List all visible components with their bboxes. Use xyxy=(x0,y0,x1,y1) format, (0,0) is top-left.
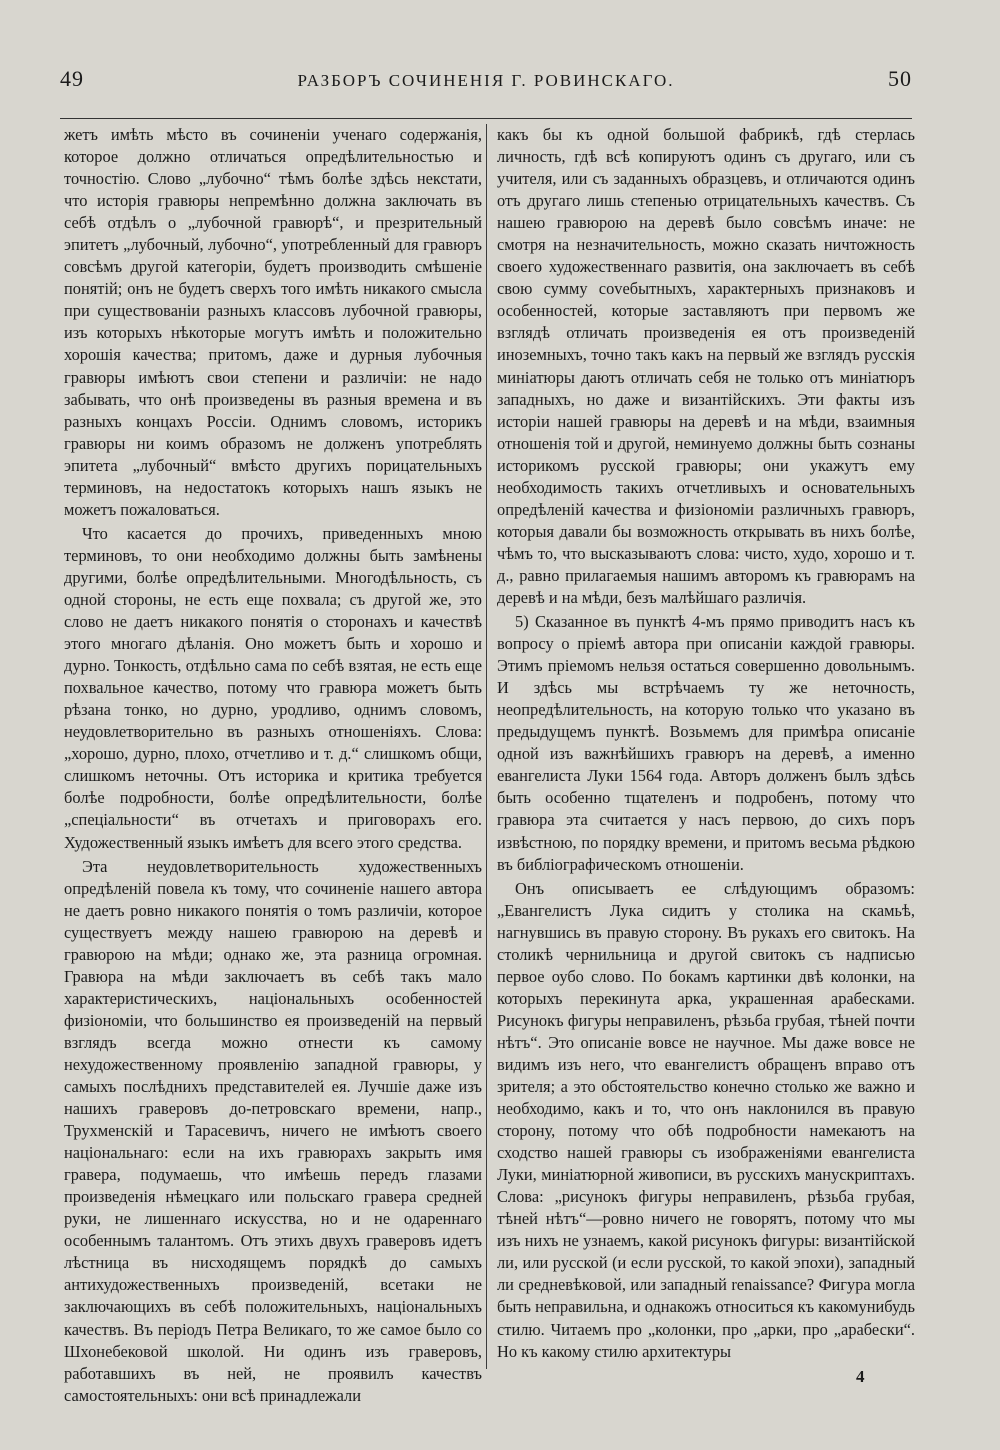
left-paragraph-1: жетъ имѣть мѣсто въ сочиненіи ученаго содержанія, которое должно отличаться опредѣлительностью и точностію. Слово „лубочно“ тѣмъ болѣе здѣсь некстати, что исторія гравюры непремѣнно должна заключать въ себѣ отдѣлъ о „лубочной гравюрѣ“, и презрительный эпитетъ „лубочный, лубочно“, употребленный для гравюръ совсѣмъ другой категоріи, будетъ производить смѣшеніе понятій; онъ не будетъ сверхъ того имѣть никакого смысла при существованіи разныхъ классовъ лубочной гравюры, изъ которыхъ нѣкоторые могутъ имѣть и положительно хорошія качества; притомъ, даже и дурныя лубочныя гравюры имѣютъ свои степени и различіи: не надо забывать, что онѣ произведены въ разныя времена и въ разныхъ концахъ Россіи. Однимъ словомъ, историкъ гравюры ни коимъ образомъ не долженъ употреблять эпитета „лубочный“ вмѣсто другихъ порицательныхъ терминовъ, на недостатокъ которыхъ нашъ языкъ не можетъ пожаловаться. xyxy=(64,125,482,519)
right-paragraph-2: 5) Сказанное въ пунктѣ 4-мъ прямо приводитъ насъ къ вопросу о пріемѣ автора при описаніи каждой гравюры. Этимъ пріемомъ нельзя остаться совершенно довольнымъ. И здѣсь мы встрѣчаемъ ту же неточность, неопредѣлительность, на которую только что указано въ предыдущемъ пунктѣ. Возьмемъ для примѣра описаніе одной изъ важнѣйшихъ гравюръ на деревѣ, а именно евангелиста Луки 1564 года. Авторъ долженъ былъ здѣсь быть особенно тщателенъ и подробенъ, потому что гравюра эта считается у насъ первою, до сихъ поръ извѣстною, по порядку времени, и притомъ весьма рѣдкою въ библіографическомъ отношеніи. xyxy=(497,612,915,874)
left-page-number: 49 xyxy=(60,66,84,91)
right-paragraph-3: Онъ описываетъ ее слѣдующимъ образомъ: „Евангелистъ Лука сидитъ у столика на скамьѣ, нагнувшись въ правую сторону. Въ рукахъ его свитокъ. На столикѣ чернильница и другой свитокъ съ надписью первое оубо слово. По бокамъ картинки двѣ колонки, на которыхъ перекинута арка, украшенная арабесками. Рисунокъ фигуры неправиленъ, рѣзьба грубая, тѣней почти нѣтъ“. Это описаніе вовсе не научное. Мы даже вовсе не видимъ изъ него, что евангелистъ обращенъ вправо отъ зрителя; а это обстоятельство конечно столько же важно и необходимо, какъ и то, что онъ наклонился въ правую сторону, потому что обѣ подробности намекаютъ на сходство нашей гравюры съ изображеніями евангелиста Луки, миніатюрной живописи, въ русскихъ манускриптахъ. Слова: „рисунокъ фигуры неправиленъ, рѣзьба грубая, тѣней нѣтъ“—ровно ничего не говорятъ, потому что мы изъ нихъ не узнаемъ, какой рисунокъ фигуры: византійской ли, или русской (и если русской, то какой эпохи), западный ли средневѣковой, или западный renaissance? Фигура могла быть неправильна, и однакожъ относиться къ какомунибудь стилю. Читаемъ про „колонки, про „арки, про „арабески“. Но къ какому стилю архитектуры xyxy=(497,878,915,1361)
left-paragraph-3: Эта неудовлетворительность художественныхъ опредѣленій повела къ тому, что сочиненіе нашего автора не даетъ ровно никакого понятія о томъ различіи, которое существуетъ между нашею гравюрою на деревѣ и гравюрою на мѣди; однако же, эта разница огромная. Гравюра на мѣди заключаетъ въ себѣ такъ мало характеристическихъ, національныхъ особенностей физіономіи, что большинство ея произведеній на первый взглядъ всегда можно отнести къ самому нехудожественному проявленію западной гравюры, у самыхъ послѣднихъ представителей ея. Лучшіе даже изъ нашихъ граверовъ до-петровскаго времени, напр., Трухменскій и Тарасевичъ, ничего не имѣютъ своего національнаго: если на ихъ гравюрахъ закрыть имя гравера, подумаешь, что имѣешь передъ глазами произведенія нѣмецкаго или польскаго гравера средней руки, не лишеннаго искусства, но и не одареннаго особеннымъ талантомъ. Отъ этихъ двухъ граверовъ идетъ лѣстница въ нисходящемъ порядкѣ до самыхъ антихудожественныхъ произведеній, всетаки не заключающихъ въ себѣ положительныхъ, національныхъ качествъ. Въ періодъ Петра Великаго, то же самое было со Шхонебековой школой. Ни одинъ изъ граверовъ, работавшихъ въ ней, не проявилъ качествъ самостоятельныхъ: они всѣ принадлежали xyxy=(64,856,482,1405)
left-paragraph-2: Что касается до прочихъ, приведенныхъ мною терминовъ, то они необходимо должны быть замѣнены другими, болѣе опредѣлительными. Многодѣльность, съ одной стороны, не есть еще похвала; съ другой же, это слово не даетъ никакого понятія о сторонахъ и качествѣ этого многаго дѣланія. Оно можетъ быть и хорошо и дурно. Тонкость, отдѣльно сама по себѣ взятая, не есть еще похвальное качество, потому что гравюра можетъ быть рѣзана тонко, но дурно, уродливо, однимъ словомъ, неудовлетворительно въ разныхъ отношеніяхъ. Слова: „хорошо, дурно, плохо, отчетливо и т. д.“ слишкомъ общи, слишкомъ неточны. Отъ историка и критика требуется болѣе подробности, болѣе опредѣлительности, болѣе „спеціальности“ въ отчетахъ и приговорахъ его. Художественный языкъ имѣетъ для всего этого средства. xyxy=(64,523,482,852)
right-paragraph-1: какъ бы къ одной большой фабрикѣ, гдѣ стерлась личность, гдѣ всѣ копируютъ одинъ съ другаго, или съ учителя, или съ заданныхъ образцевъ, и отличаются одинъ отъ другаго лишь степенью отрицательныхъ качествъ. Съ нашею гравюрою на деревѣ было совсѣмъ иначе: не смотря на незначительность, можно сказать ничтожность своего художественнаго развитія, она заключаетъ въ себѣ свою сумму сovебытныхъ, характерныхъ признаковъ и особенностей, которые заставляютъ при первомъ же взглядѣ отличать произведенія ея отъ произведеній иноземныхъ, точно такъ какъ на первый же взглядъ русскія миніатюры даютъ отличать себя не только отъ миніатюръ западныхъ, но даже и византійскихъ. Эти факты изъ исторіи нашей гравюры на деревѣ и на мѣди, взаимныя отношенія той и другой, неминуемо должны быть сознаны историкомъ русской гравюры; они укажутъ ему необходимость такихъ отчетливыхъ и основательныхъ опредѣленій качества и физіономіи различныхъ гравюръ, которыя давали бы возможность открывать въ нихъ болѣе, чѣмъ то, что высказываютъ слова: чисто, худо, хорошо и т. д., равно прилагаемыя нашимъ авторомъ къ гравюрамъ на деревѣ и на мѣди, безъ малѣйшаго различія. xyxy=(497,125,915,607)
header-rule xyxy=(60,118,912,119)
running-title: РАЗБОРЪ СОЧИНЕНІЯ Г. РОВИНСКАГО. xyxy=(297,71,675,90)
running-header xyxy=(60,66,912,106)
column-divider xyxy=(486,124,487,1369)
signature-mark: 4 xyxy=(856,1367,865,1386)
left-column xyxy=(64,124,482,1407)
right-column xyxy=(497,124,915,1363)
right-page-number: 50 xyxy=(888,66,912,91)
